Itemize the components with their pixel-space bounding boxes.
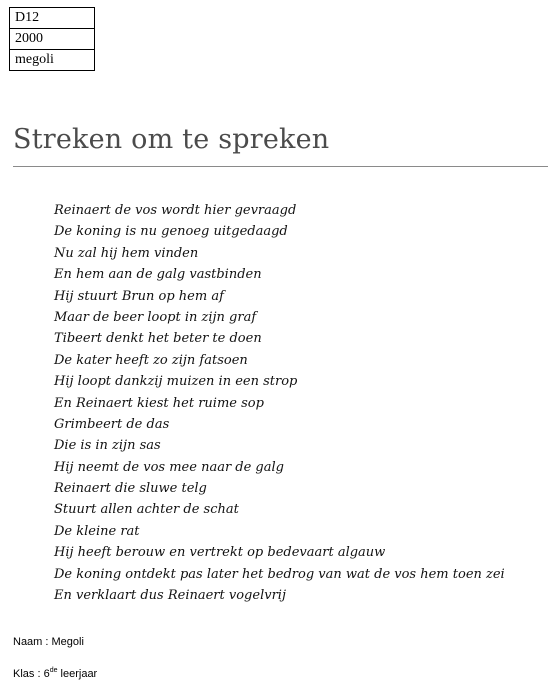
class-suffix: leerjaar [57, 668, 98, 680]
poem-line: De kater heeft zo zijn fatsoen [54, 352, 248, 368]
student-class [13, 667, 97, 680]
header-box-author: megoli [10, 50, 95, 71]
poem-line: Grimbeert de das [54, 416, 170, 432]
title-divider [13, 166, 548, 167]
class-superscript: de [49, 667, 58, 674]
poem-line: En hem aan de galg vastbinden [54, 267, 262, 283]
poem-line: En Reinaert kiest het ruime sop [54, 395, 264, 411]
poem-line: Hij stuurt Brun op hem af [54, 288, 224, 304]
page-title: Streken om te spreken [13, 124, 330, 155]
poem-line: Hij heeft berouw en vertrekt op bedevaart algauw [54, 545, 386, 561]
poem-line: De kleine rat [54, 523, 140, 539]
poem-line: De koning is nu genoeg uitgedaagd [54, 224, 288, 240]
poem-text [54, 200, 505, 606]
poem-line: Hij loopt dankzij muizen in een strop [54, 374, 298, 390]
poem-line: Tibeert denkt het beter te doen [54, 331, 262, 347]
poem-line: Nu zal hij hem vinden [54, 245, 199, 261]
poem-line: De koning ontdekt pas later het bedrog van wat de vos hem toen zei [54, 566, 505, 582]
poem-line: Maar de beer loopt in zijn graf [54, 309, 257, 325]
poem-line: Hij neemt de vos mee naar de galg [54, 459, 284, 475]
poem-line: Reinaert die sluwe telg [54, 481, 207, 497]
poem-line: En verklaart dus Reinaert vogelvrij [54, 588, 286, 604]
poem-line: Stuurt allen achter de schat [54, 502, 239, 518]
header-box-year: 2000 [10, 29, 95, 50]
class-prefix: Klas : 6 [13, 668, 50, 680]
student-name: Naam : Megoli [13, 636, 84, 648]
poem-line: Die is in zijn sas [54, 438, 161, 454]
header-box-code: D12 [10, 8, 95, 29]
header-info-box [9, 7, 95, 71]
poem-line: Reinaert de vos wordt hier gevraagd [54, 203, 297, 218]
